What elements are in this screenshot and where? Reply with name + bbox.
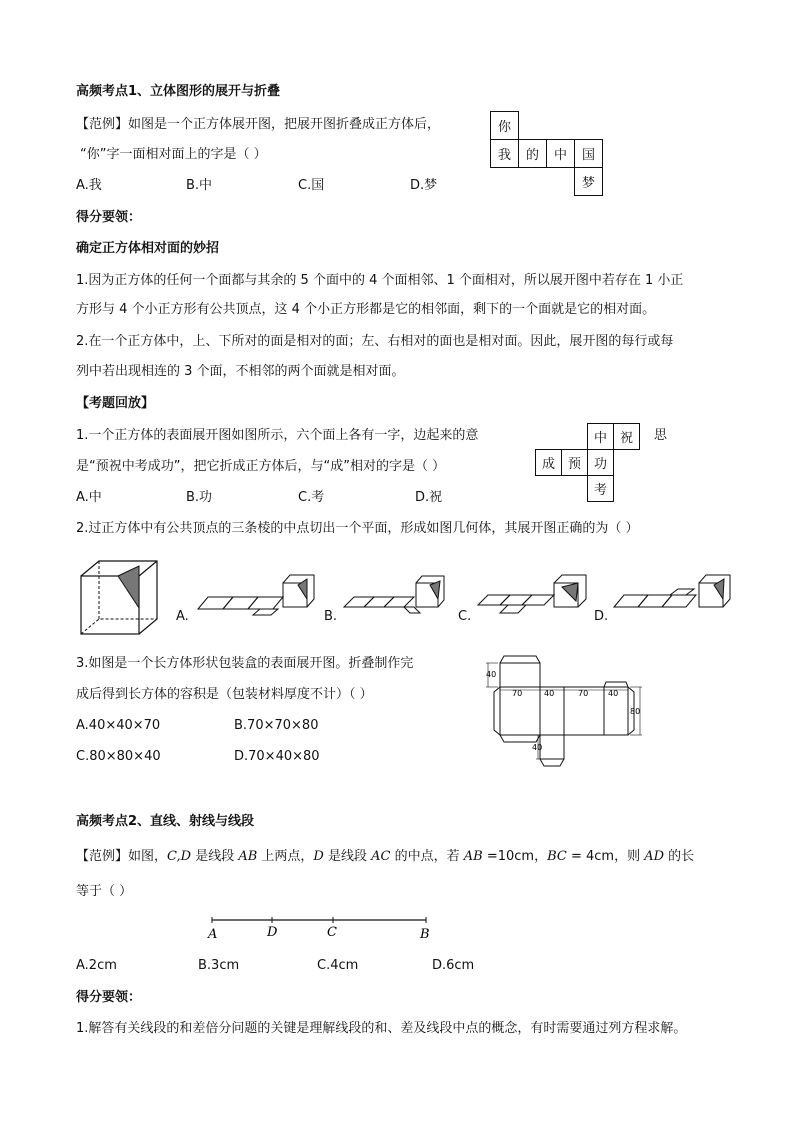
section1-heading: 高频考点1、立体图形的展开与折叠 [76,84,281,99]
text: 【范例】如图， [76,849,168,864]
q2-net-b [344,573,444,623]
q2-net-a [198,573,313,623]
q2-option-d: D. [594,609,609,624]
var: C,D [167,849,192,864]
cut-cube-figure [78,558,160,638]
points-title: 得分要领： [76,210,142,225]
dim-label: 40 [486,670,497,679]
net-cell: 功 [587,449,614,476]
var: BC [547,849,567,864]
segment-figure [205,912,435,942]
net-cell: 预 [561,449,588,476]
q2-net-c [478,573,588,623]
net-cell: 中 [546,139,575,168]
dim-label: 40 [608,689,619,698]
text: =10cm， [482,849,548,864]
net-cell: 国 [574,139,603,168]
var: AC [371,849,391,864]
q2-option-b: B. [324,609,338,624]
q3-option-b: B.70×70×80 [234,718,319,733]
var: AD [644,849,665,864]
net-cell: 梦 [574,167,603,196]
example-option-b: B.中 [186,178,213,193]
point-a-label: A [208,927,218,942]
net-cell: 你 [490,111,519,140]
example-option-c: C.国 [298,178,325,193]
q3-line2: 成后得到长方体的容积是（包装材料厚度不计）（ ） [76,687,373,702]
net-cell: 的 [518,139,547,168]
q1-option-a: A.中 [76,490,102,505]
net-cell: 成 [535,449,562,476]
example2-option-a: A.2cm [76,958,117,973]
q3-line1: 3.如图是一个长方体形状包装盒的表面展开图。折叠制作完 [76,656,414,671]
q2-net-d [614,573,732,623]
q1-option-c: C.考 [298,490,325,505]
dim-label: 70 [512,689,523,698]
section2-paragraph-1: 1.解答有关线段的和差倍分问题的关键是理解线段的和、差及线段中点的概念，有时需要通过列方程求解。 [76,1021,687,1036]
paragraph-2-line2: 列中若出现相连的 3 个面，不相邻的两个面就是相对面。 [76,364,405,379]
text: 的中点，若 [390,849,464,864]
net-cell: 我 [490,139,519,168]
paragraph-2-line1: 2.在一个正方体中，上、下所对的面是相对的面；左、右相对的面也是相对面。因此，展开图的每行或每 [76,334,674,349]
text: 的长 [664,849,695,864]
q2-line1: 2.过正方体中有公共顶点的三条棱的中点切出一个平面，形成如图几何体，其展开图正确的为（ ） [76,521,639,536]
q1-option-d: D.祝 [415,490,443,505]
example2-option-c: C.4cm [317,958,359,973]
dim-label: 40 [532,743,543,752]
points-title-2: 得分要领： [76,990,142,1005]
review-title: 【考题回放】 [76,396,155,411]
q1-line1: 1.一个正方体的表面展开图如图所示，六个面上各有一字，边起来的意 [76,428,479,443]
example2-option-b: B.3cm [198,958,240,973]
q1-line2: 是“预祝中考成功”，把它折成正方体后，与“成”相对的字是（ ） [76,459,446,474]
q3-option-c: C.80×80×40 [76,749,161,764]
point-b-label: B [420,927,430,942]
box-net-figure [484,652,654,772]
q1-option-b: B.功 [186,490,213,505]
net-cell: 中 [587,423,614,450]
dim-label: 80 [630,707,641,716]
net-outside-char: 思 [654,428,668,443]
dim-label: 40 [544,689,555,698]
dim-label: 70 [578,689,589,698]
example-option-a: A.我 [76,178,102,193]
var: AB [238,849,258,864]
q2-option-c: C. [458,609,472,624]
point-c-label: C [327,925,337,940]
var: D [313,849,324,864]
example-line1: 【范例】如图是一个正方体展开图，把展开图折叠成正方体后， [76,117,441,132]
net-cell: 考 [587,475,614,502]
var: AB [463,849,483,864]
net-cell: 祝 [613,423,640,450]
text: 是线段 [323,849,372,864]
text: 上两点， [257,849,314,864]
example-line2: “你”字一面相对面上的字是（ ） [80,147,267,162]
example2-line1 [76,848,694,866]
text: 是线段 [191,849,239,864]
q2-option-a: A. [176,609,189,624]
q3-option-a: A.40×40×70 [76,718,161,733]
example-option-d: D.梦 [410,178,438,193]
point-d-label: D [267,925,278,940]
example2-line2: 等于（ ） [76,884,133,899]
paragraph-1-line1: 1.因为正方体的任何一个面都与其余的 5 个面中的 4 个面相邻、1 个面相对，所以展开图中若存在 1 小正 [76,273,684,288]
paragraph-1-line2: 方形与 4 个小正方形有公共顶点，这 4 个小正方形都是它的相邻面，剩下的一个面就是它的相对面。 [76,302,656,317]
method-title: 确定正方体相对面的妙招 [76,241,220,256]
section2-heading: 高频考点2、直线、射线与线段 [76,814,255,829]
example2-option-d: D.6cm [432,958,475,973]
text: = 4cm，则 [566,849,645,864]
q3-option-d: D.70×40×80 [234,749,320,764]
